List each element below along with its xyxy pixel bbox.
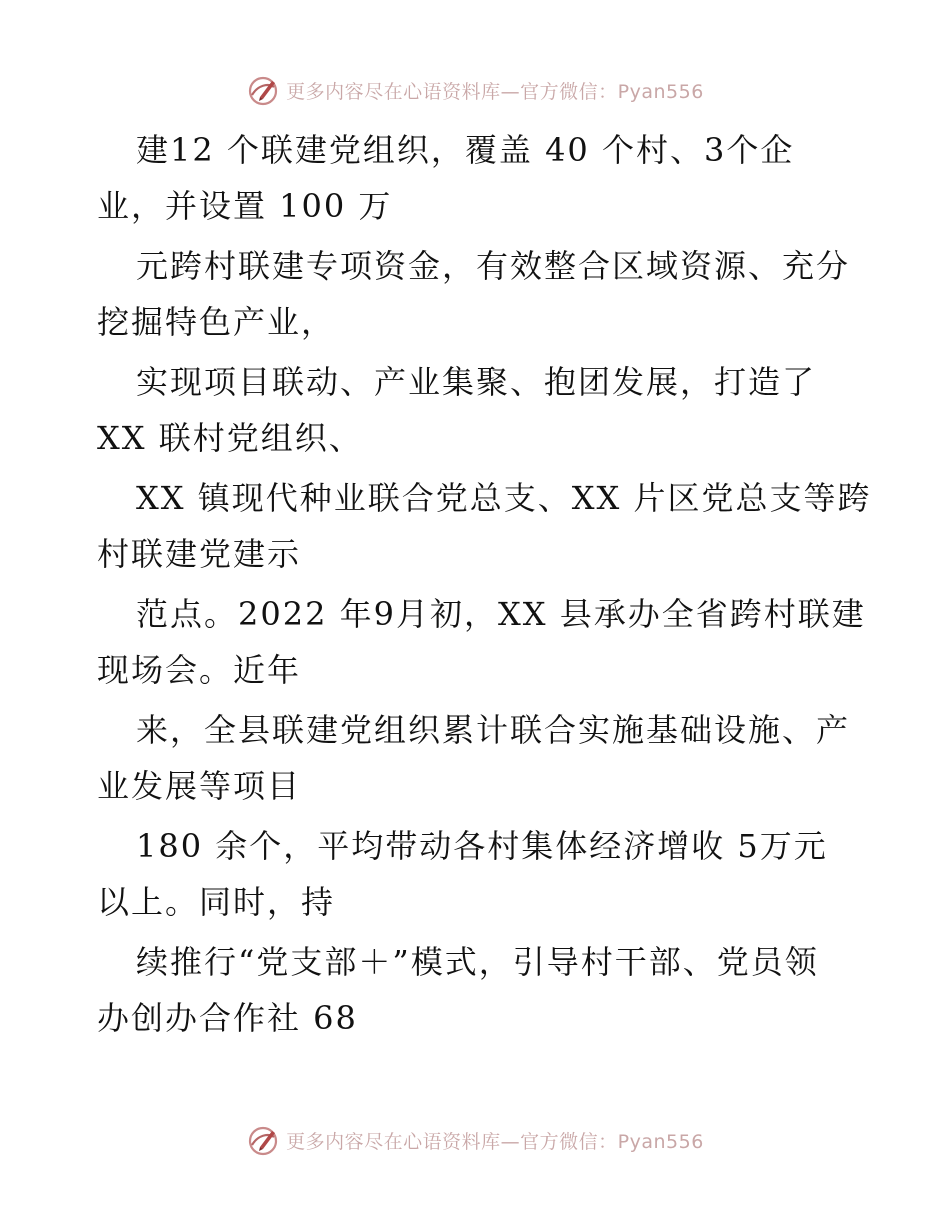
body-line: 业发展等项目 xyxy=(97,767,302,805)
body-line: 来，全县联建党组织累计联合实施基础设施、产 xyxy=(136,711,851,749)
body-line: XX 镇现代种业联合党总支、XX 片区党总支等跨 xyxy=(136,479,872,517)
footer-watermark xyxy=(0,1122,950,1158)
body-line: 以上。同时，持 xyxy=(97,883,336,921)
body-line: XX 联村党组织、 xyxy=(97,419,363,457)
body-line: 办创办合作社 68 xyxy=(97,999,358,1037)
body-line: 范点。2022 年9月初，XX 县承办全省跨村联建 xyxy=(136,595,866,633)
body-line: 180 余个，平均带动各村集体经济增收 5万元 xyxy=(136,827,828,865)
body-line: 业，并设置 100 万 xyxy=(97,187,393,225)
body-line: 实现项目联动、产业集聚、抱团发展，打造了 xyxy=(136,363,817,401)
header-watermark xyxy=(0,72,950,108)
watermark-text: 更多内容尽在心语资料库—官方微信：Pyan556 xyxy=(286,80,704,103)
body-line: 挖掘特色产业， xyxy=(97,303,336,341)
pen-swirl-logo-icon xyxy=(246,73,280,107)
body-line: 村联建党建示 xyxy=(97,535,302,573)
body-line: 建12 个联建党组织，覆盖 40 个村、3个企 xyxy=(136,131,795,169)
pen-swirl-logo-icon xyxy=(246,1123,280,1157)
body-line: 现场会。近年 xyxy=(97,651,302,689)
body-line: 元跨村联建专项资金，有效整合区域资源、充分 xyxy=(136,247,851,285)
body-line: 续推行“党支部＋”模式，引导村干部、党员领 xyxy=(136,943,819,981)
watermark-text: 更多内容尽在心语资料库—官方微信：Pyan556 xyxy=(286,1130,704,1153)
